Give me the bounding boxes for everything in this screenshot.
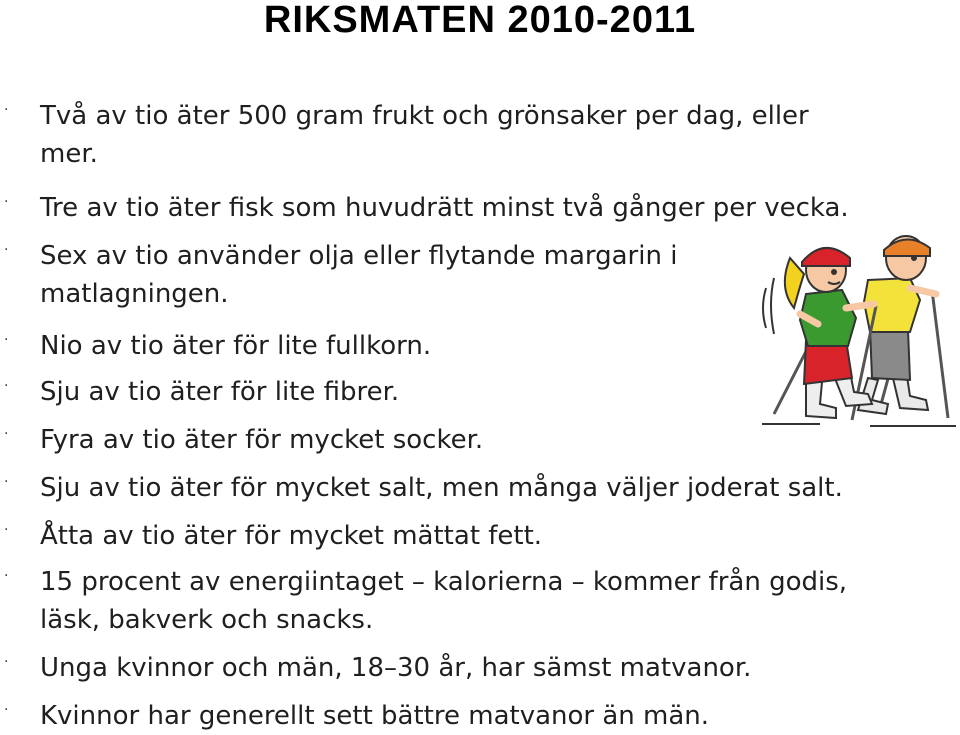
list-item-text: 15 procent av energiintaget – kalorierna – kommer från godis, läsk, bakverk och snacks.: [40, 567, 848, 635]
list-item-text: Unga kvinnor och män, 18–30 år, har sämst matvanor.: [40, 653, 752, 683]
bullet-dot: ·: [4, 378, 9, 394]
list-item-text: Fyra av tio äter för mycket socker.: [40, 425, 484, 455]
list-item-text: Sju av tio äter för lite fibrer.: [40, 377, 400, 407]
page-title: RIKSMATEN 2010-2011: [263, 0, 697, 41]
list-item-text: Tre av tio äter fisk som huvudrätt minst två gånger per vecka.: [40, 193, 849, 223]
list-item-text: Sex av tio använder olja eller flytande margarin i matlagningen.: [40, 241, 678, 309]
bullet-dot: ·: [4, 654, 9, 670]
list-item-text: Kvinnor har generellt sett bättre matvanor än män.: [40, 701, 710, 731]
list-item-text: Åtta av tio äter för mycket mättat fett.: [40, 521, 543, 551]
bullet-dot: ·: [4, 194, 9, 210]
bullet-dot: ·: [4, 568, 9, 584]
nordic-walkers-illustration: [760, 228, 960, 438]
bullet-dot: ·: [4, 702, 9, 718]
bullet-dot: ·: [4, 426, 9, 442]
nordic-walkers-icon: [760, 228, 960, 438]
bullet-dot: ·: [4, 522, 9, 538]
list-item-text: Två av tio äter 500 gram frukt och grönsaker per dag, eller mer.: [40, 101, 809, 169]
list-item-text: Nio av tio äter för lite fullkorn.: [40, 331, 432, 361]
bullet-dot: ·: [4, 332, 9, 348]
bullet-dot: ·: [4, 474, 9, 490]
bullet-dot: ·: [4, 102, 9, 118]
bullet-dot: ·: [4, 242, 9, 258]
list-item-text: Sju av tio äter för mycket salt, men många väljer joderat salt.: [40, 473, 843, 503]
